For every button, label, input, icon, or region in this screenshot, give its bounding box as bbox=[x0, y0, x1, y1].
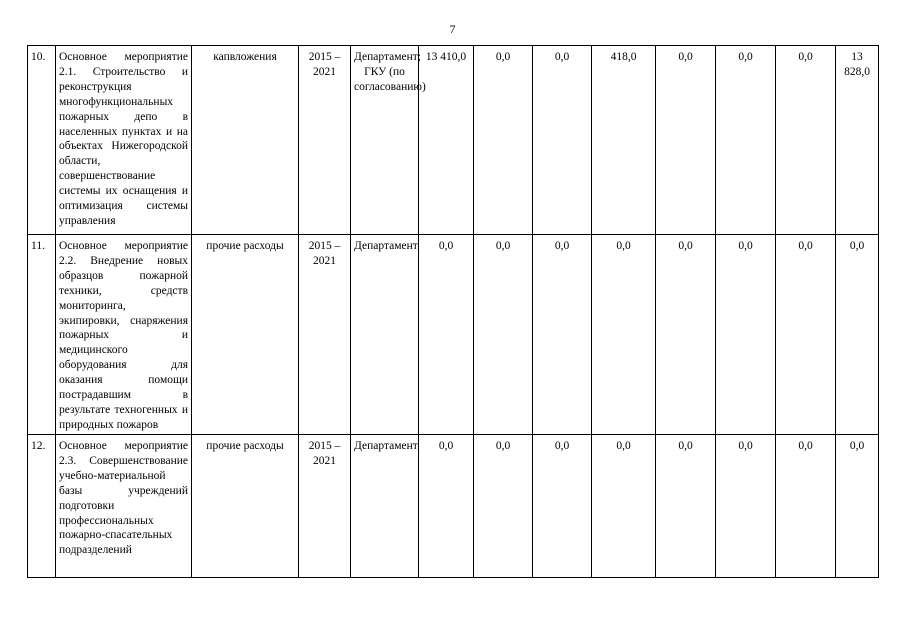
value-cell: 0,0 bbox=[716, 46, 776, 235]
period: 2015 – 2021 bbox=[299, 435, 351, 578]
total-cell: 0,0 bbox=[836, 235, 879, 435]
row-number: 12. bbox=[28, 435, 56, 578]
executor: Департамент; ГКУ (по согласованию) bbox=[351, 46, 419, 235]
value-cell: 0,0 bbox=[474, 46, 533, 235]
executor: Департамент bbox=[351, 235, 419, 435]
measure-description: Основное мероприятие 2.2. Внедрение новых образцов пожарной техники, средств мониторинга, экипировки, снаряжения пожарных и медицинского оборудования для оказания помощи пострадавшим в результате техногенных и природных пожаров bbox=[56, 235, 192, 435]
expense-type: прочие расходы bbox=[192, 235, 299, 435]
value-cell: 0,0 bbox=[776, 46, 836, 235]
table-row bbox=[28, 435, 879, 578]
expense-type: капвложения bbox=[192, 46, 299, 235]
value-cell: 0,0 bbox=[656, 46, 716, 235]
measure-description: Основное мероприятие 2.1. Строительство и реконструкция многофункциональных пожарных депо в населенных пунктах и на объектах Нижегородской области, совершенствование системы их оснащения и оптимизация системы управления bbox=[56, 46, 192, 235]
period: 2015 – 2021 bbox=[299, 235, 351, 435]
value-cell: 13 410,0 bbox=[419, 46, 474, 235]
value-cell: 0,0 bbox=[716, 435, 776, 578]
value-cell: 0,0 bbox=[776, 235, 836, 435]
value-cell: 0,0 bbox=[474, 235, 533, 435]
value-cell: 0,0 bbox=[592, 235, 656, 435]
value-cell: 0,0 bbox=[656, 435, 716, 578]
value-cell: 0,0 bbox=[592, 435, 656, 578]
row-number: 10. bbox=[28, 46, 56, 235]
measures-table bbox=[27, 45, 879, 578]
value-cell: 0,0 bbox=[419, 235, 474, 435]
measure-description: Основное мероприятие 2.3. Совершенствование учебно-материальной базы учреждений подготовки профессиональных пожарно-спасательных подразделений bbox=[56, 435, 192, 578]
value-cell: 0,0 bbox=[716, 235, 776, 435]
value-cell: 0,0 bbox=[656, 235, 716, 435]
value-cell: 0,0 bbox=[419, 435, 474, 578]
page-number: 7 bbox=[449, 22, 456, 36]
table-row bbox=[28, 235, 879, 435]
row-number: 11. bbox=[28, 235, 56, 435]
total-cell: 13 828,0 bbox=[836, 46, 879, 235]
total-cell: 0,0 bbox=[836, 435, 879, 578]
value-cell: 0,0 bbox=[533, 46, 592, 235]
value-cell: 418,0 bbox=[592, 46, 656, 235]
value-cell: 0,0 bbox=[776, 435, 836, 578]
value-cell: 0,0 bbox=[474, 435, 533, 578]
expense-type: прочие расходы bbox=[192, 435, 299, 578]
value-cell: 0,0 bbox=[533, 435, 592, 578]
value-cell: 0,0 bbox=[533, 235, 592, 435]
executor: Департамент bbox=[351, 435, 419, 578]
table-row bbox=[28, 46, 879, 235]
period: 2015 – 2021 bbox=[299, 46, 351, 235]
